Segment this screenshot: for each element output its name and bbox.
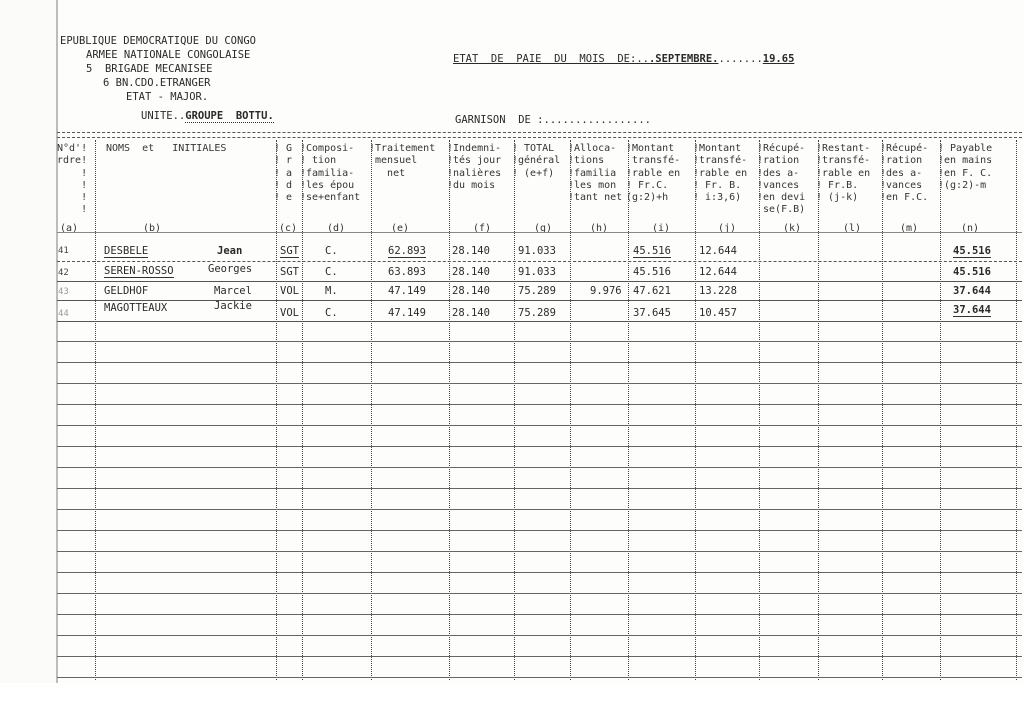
rule-under-letters <box>57 232 1022 233</box>
letter-e: (e) <box>391 223 410 234</box>
row-firstname: Georges <box>208 263 253 275</box>
row-number: 42 <box>58 268 69 278</box>
row-rule <box>57 321 1022 322</box>
rule-top-1 <box>57 132 1022 133</box>
row-montant-fb: 10.457 <box>699 307 737 319</box>
row-composition: C. <box>325 245 338 257</box>
row-montant-fc: 47.621 <box>633 285 671 297</box>
etat-prefix: ETAT DE PAIE DU MOIS DE:.. <box>453 53 649 65</box>
col-sep <box>302 140 303 680</box>
row-number: 43 <box>58 287 69 297</box>
empty-row-rule <box>57 572 1022 573</box>
letter-c: (c) <box>279 223 298 234</box>
row-payable: 45.516 <box>953 266 991 278</box>
row-grade: SGT <box>280 266 299 278</box>
unite-row <box>141 110 274 123</box>
letter-n: (n) <box>961 223 980 234</box>
col-sep <box>940 140 941 680</box>
header-line-5: ETAT - MAJOR. <box>126 91 209 103</box>
header-line-4: 6 BN.CDO.ETRANGER <box>103 77 211 89</box>
row-composition: C. <box>325 266 338 278</box>
empty-row-rule <box>57 656 1022 657</box>
letter-a: (a) <box>60 223 79 234</box>
col-sep <box>1016 140 1017 680</box>
header-line-1: EPUBLIQUE DEMOCRATIQUE DU CONGO <box>60 35 256 47</box>
header-line-3: 5 BRIGADE MECANISEE <box>86 63 213 75</box>
col-head-total: ! TOTAL !général ! (e+f) <box>512 143 561 179</box>
row-rule <box>57 300 1022 301</box>
row-composition: M. <box>325 285 338 297</box>
row-name: GELDHOF <box>104 285 149 297</box>
letter-j: (j) <box>718 223 737 234</box>
empty-row-rule <box>57 677 1022 678</box>
row-indemnites: 28.140 <box>452 266 490 278</box>
letter-k: (k) <box>783 223 802 234</box>
row-indemnites: 28.140 <box>452 285 490 297</box>
col-head-grade: ! G ! r ! a ! d ! e <box>274 143 293 204</box>
empty-row-rule <box>57 593 1022 594</box>
rule-top-2 <box>57 137 1022 138</box>
row-grade: VOL <box>280 285 299 297</box>
row-payable: 45.516 <box>953 245 991 257</box>
col-sep <box>818 140 819 680</box>
row-firstname: Jackie <box>214 300 252 312</box>
row-number: 41 <box>58 246 69 256</box>
col-head-payable: ! Payable !en mains !en F. C. !(g:2)-m <box>938 143 993 191</box>
col-head-noms: NOMS et INITIALES <box>106 143 227 154</box>
empty-row-rule <box>57 341 1022 342</box>
row-rule <box>57 281 1022 282</box>
col-sep <box>628 140 629 680</box>
empty-row-rule <box>57 509 1022 510</box>
empty-row-rule <box>57 614 1022 615</box>
empty-row-rule <box>57 362 1022 363</box>
row-indemnites: 28.140 <box>452 307 490 319</box>
col-head-indemnites: !Indemni- !tés jour !nalières !du mois <box>447 143 502 191</box>
unite-label: UNITE.. <box>141 110 186 122</box>
letter-h: (h) <box>590 223 609 234</box>
col-head-recuperation-fb: !Récupé- !ration !des a- !vances !en devi se(F.B) <box>757 143 806 216</box>
etat-dots: ....... <box>718 53 763 65</box>
row-name: MAGOTTEAUX <box>104 302 168 314</box>
row-montant-fb: 13.228 <box>699 285 737 297</box>
row-firstname: Jean <box>217 245 243 257</box>
unite-value: GROUPE BOTTU. <box>185 110 274 122</box>
etat-title <box>453 53 794 66</box>
col-sep <box>371 140 372 680</box>
row-firstname: Marcel <box>214 285 252 297</box>
col-head-allocations: !Alloca- !tions !familia !les mon !tant net <box>568 143 623 204</box>
col-sep <box>276 140 277 680</box>
row-traitement: 63.893 <box>388 266 426 278</box>
letter-i: (i) <box>652 223 671 234</box>
col-sep <box>695 140 696 680</box>
row-montant-fc: 37.645 <box>633 307 671 319</box>
empty-row-rule <box>57 425 1022 426</box>
letter-d: (d) <box>327 223 346 234</box>
empty-row-rule <box>57 530 1022 531</box>
row-composition: C. <box>325 307 338 319</box>
row-total: 75.289 <box>518 307 556 319</box>
row-traitement: 47.149 <box>388 307 426 319</box>
col-sep <box>882 140 883 680</box>
row-indemnites: 28.140 <box>452 245 490 257</box>
empty-row-rule <box>57 488 1022 489</box>
empty-row-rule <box>57 635 1022 636</box>
row-rule <box>57 261 1022 262</box>
page-margin <box>0 683 1024 724</box>
col-sep <box>95 140 96 680</box>
letter-b: (b) <box>143 223 162 234</box>
row-montant-fb: 12.644 <box>699 266 737 278</box>
col-head-recuperation-fc: !Récupé- !ration !des a- !vances !en F.C. <box>880 143 929 204</box>
row-montant-fc: 45.516 <box>633 266 671 278</box>
empty-row-rule <box>57 467 1022 468</box>
letter-m: (m) <box>900 223 919 234</box>
col-sep <box>759 140 760 680</box>
row-payable: 37.644 <box>953 304 991 316</box>
row-allocations: 9.976 <box>590 285 622 297</box>
letter-l: (l) <box>843 223 862 234</box>
col-head-montant-fc: !Montant transfé- !rable en ! Fr.C. (g:2)+h <box>626 143 681 204</box>
col-head-restant: !Restant- !transfé- !rable en ! Fr.B. ! (j-k) <box>816 143 871 204</box>
empty-row-rule <box>57 446 1022 447</box>
row-montant-fb: 12.644 <box>699 245 737 257</box>
col-head-no: N°d'! rdre! ! ! ! ! <box>57 143 88 216</box>
row-traitement: 47.149 <box>388 285 426 297</box>
row-name: SEREN-ROSSO <box>104 265 174 277</box>
row-grade: VOL <box>280 307 299 319</box>
row-total: 91.033 <box>518 266 556 278</box>
letter-g: (g) <box>534 223 553 234</box>
col-sep <box>514 140 515 680</box>
row-grade: SGT <box>280 245 299 257</box>
etat-month: .SEPTEMBRE. <box>648 53 719 65</box>
col-sep <box>449 140 450 680</box>
col-head-composition: !Composi- ! tion !familia- !les épou !se+enfant <box>300 143 361 204</box>
empty-row-rule <box>57 383 1022 384</box>
etat-year: 19.65 <box>762 53 795 65</box>
empty-row-rule <box>57 404 1022 405</box>
empty-row-rule <box>57 551 1022 552</box>
col-sep <box>570 140 571 680</box>
row-montant-fc: 45.516 <box>633 245 671 257</box>
row-total: 91.033 <box>518 245 556 257</box>
col-head-traitement: !Traitement mensuel net <box>369 143 436 179</box>
header-line-2: ARMEE NATIONALE CONGOLAISE <box>86 49 251 61</box>
col-head-montant-fb: !Montant !transfé- !rable en ! Fr. B. ! i:3,6) <box>693 143 748 204</box>
garnison-line: GARNISON DE :................. <box>455 114 651 126</box>
row-payable: 37.644 <box>953 285 991 297</box>
letter-f: (f) <box>473 223 492 234</box>
row-traitement: 62.893 <box>388 245 426 257</box>
row-name: DESBELE <box>104 245 149 257</box>
row-number: 44 <box>58 309 69 319</box>
row-total: 75.289 <box>518 285 556 297</box>
